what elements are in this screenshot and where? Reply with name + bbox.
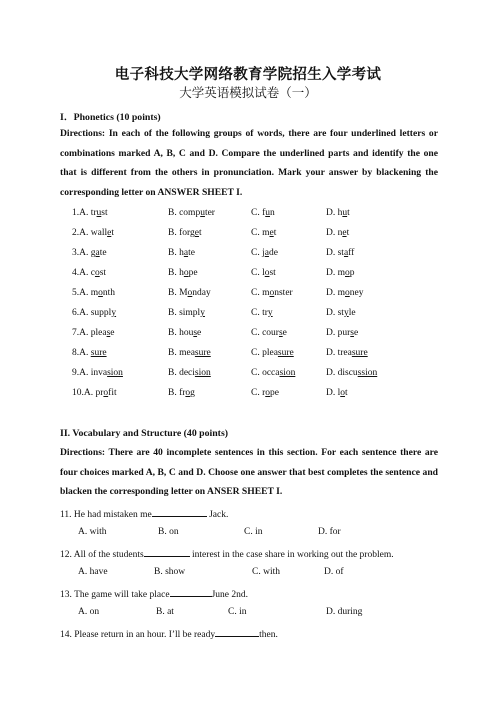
- underlined-letters: o: [185, 388, 191, 398]
- word-choice: D. net: [326, 228, 350, 238]
- phonetics-item-row: [72, 328, 432, 342]
- phonetics-item-row: [72, 208, 432, 222]
- word-choice: D. lot: [326, 388, 348, 398]
- underlined-letters: o: [103, 388, 109, 398]
- word-choice: B. hate: [168, 248, 195, 258]
- underlined-letters: sure: [351, 348, 368, 358]
- phonetics-item-row: [72, 248, 432, 262]
- option-choice: D. for: [318, 527, 341, 537]
- underlined-letters: ssion: [357, 368, 378, 378]
- word-choice: D. staff: [326, 248, 355, 258]
- word-choice: C. met: [251, 228, 277, 238]
- word-choice: B. forget: [168, 228, 202, 238]
- underlined-letters: o: [264, 268, 270, 278]
- underlined-letters: o: [340, 388, 345, 398]
- word-choice: D. treasure: [326, 348, 368, 358]
- word-choice: C. monster: [251, 288, 293, 298]
- question-options: [78, 567, 438, 581]
- question-stem: 14. Please return in an hour. I’ll be ready then.: [60, 627, 278, 640]
- underlined-letters: s: [193, 328, 198, 338]
- exam-subtitle: 大学英语模拟试卷（一）: [179, 85, 317, 100]
- underlined-letters: s: [350, 328, 354, 338]
- underlined-letters: a: [343, 248, 349, 258]
- phonetics-item-row: [72, 268, 432, 282]
- word-choice: D. mop: [326, 268, 355, 278]
- answer-blank: [170, 587, 212, 597]
- phonetics-item-row: [72, 388, 432, 402]
- underlined-letters: u: [265, 208, 270, 218]
- word-choice: B. frog: [168, 388, 195, 398]
- underlined-letters: o: [187, 288, 193, 298]
- option-choice: C. with: [252, 567, 280, 577]
- underlined-letters: u: [96, 208, 102, 218]
- phonetics-item-row: [72, 308, 432, 322]
- word-choice: 10.A. profit: [72, 388, 117, 398]
- answer-blank: [152, 507, 207, 517]
- underlined-letters: sion: [194, 368, 211, 378]
- vocab-directions: Directions: There are 40 incomplete sentences in this section. For each sentence there are four choices marked A, B, C and D. Choose one answer that best completes the sentence and blacken the corresponding letter on ANSER SHEET I.: [60, 447, 438, 497]
- underlined-letters: sure: [90, 348, 107, 358]
- word-choice: C. jade: [251, 248, 278, 258]
- word-choice: C. try: [251, 308, 273, 318]
- underlined-letters: y: [343, 308, 349, 318]
- answer-blank: [215, 627, 259, 637]
- underlined-letters: o: [269, 288, 275, 298]
- underlined-letters: sure: [277, 348, 294, 358]
- word-choice: B. computer: [168, 208, 215, 218]
- question-stem: 11. He had mistaken me Jack.: [60, 507, 228, 520]
- underlined-letters: o: [183, 268, 189, 278]
- underlined-letters: e: [194, 228, 199, 238]
- word-choice: D. purse: [326, 328, 359, 338]
- word-choice: B. hope: [168, 268, 198, 278]
- word-choice: B. Monday: [168, 288, 211, 298]
- underlined-letters: e: [342, 228, 347, 238]
- underlined-letters: s: [278, 328, 283, 338]
- word-choice: 3.A. gate: [72, 248, 107, 258]
- phonetics-heading: I．Phonetics (10 points): [60, 112, 161, 123]
- phonetics-item-row: [72, 348, 432, 362]
- option-choice: A. on: [78, 607, 100, 617]
- underlined-letters: o: [345, 288, 350, 298]
- phonetics-item-row: [72, 228, 432, 242]
- underlined-letters: e: [269, 228, 274, 238]
- underlined-letters: u: [200, 208, 205, 218]
- word-choice: D. hut: [326, 208, 350, 218]
- option-choice: D. during: [326, 607, 363, 617]
- question-options: [78, 607, 438, 621]
- word-choice: C. fun: [251, 208, 275, 218]
- question-options: [78, 527, 438, 541]
- vocab-heading: II. Vocabulary and Structure (40 points): [60, 428, 229, 439]
- underlined-letters: a: [95, 248, 100, 258]
- answer-blank: [144, 547, 190, 557]
- word-choice: 4.A. cost: [72, 268, 107, 278]
- underlined-letters: sion: [279, 368, 296, 378]
- exam-title: 电子科技大学网络教育学院招生入学考试: [114, 67, 382, 83]
- underlined-letters: e: [107, 228, 112, 238]
- word-choice: D. style: [326, 308, 356, 318]
- word-choice: 9.A. invasion: [72, 368, 123, 378]
- option-choice: B. on: [158, 527, 179, 537]
- word-choice: C. lost: [251, 268, 276, 278]
- underlined-letters: o: [98, 288, 103, 298]
- word-choice: 8.A. sure: [72, 348, 107, 358]
- word-choice: C. occasion: [251, 368, 296, 378]
- word-choice: C. rope: [251, 388, 279, 398]
- option-choice: B. show: [154, 567, 186, 577]
- underlined-letters: a: [264, 248, 269, 258]
- underlined-letters: y: [267, 308, 273, 318]
- word-choice: D. discussion: [326, 368, 378, 378]
- word-choice: B. measure: [168, 348, 211, 358]
- word-choice: 7.A. please: [72, 328, 115, 338]
- underlined-letters: sion: [107, 368, 123, 378]
- word-choice: 2.A. wallet: [72, 228, 114, 238]
- question-stem: 12. All of the students interest in the case share in working out the problem.: [60, 547, 394, 560]
- option-choice: A. have: [78, 567, 108, 577]
- option-choice: B. at: [156, 607, 174, 617]
- underlined-letters: o: [345, 268, 350, 278]
- word-choice: B. decision: [168, 368, 211, 378]
- phonetics-item-row: [72, 368, 432, 382]
- underlined-letters: y: [200, 308, 205, 318]
- underlined-letters: a: [183, 248, 189, 258]
- option-choice: C. in: [228, 607, 247, 617]
- word-choice: 1.A. trust: [72, 208, 108, 218]
- option-choice: A. with: [78, 527, 107, 537]
- underlined-letters: y: [111, 308, 117, 318]
- phonetics-item-row: [72, 288, 432, 302]
- underlined-letters: o: [94, 268, 100, 278]
- phonetics-directions: Directions: In each of the following groups of words, there are four underlined letters or combinations marked A, B, C and D. Compare the underlined parts and identify the one that is different from the others in pronunciation. Mark your answer by blackening the corresponding letter on ANSWER SHEET I.: [60, 128, 438, 198]
- underlined-letters: sure: [194, 348, 211, 358]
- word-choice: C. pleasure: [251, 348, 294, 358]
- option-choice: D. of: [324, 567, 344, 577]
- word-choice: 6.A. supply: [72, 308, 117, 318]
- word-choice: B. simply: [168, 308, 205, 318]
- word-choice: C. course: [251, 328, 287, 338]
- question-stem: 13. The game will take place June 2nd.: [60, 587, 248, 600]
- underlined-letters: s: [106, 328, 111, 338]
- option-choice: C. in: [244, 527, 263, 537]
- word-choice: 5.A. month: [72, 288, 116, 298]
- word-choice: B. house: [168, 328, 202, 338]
- word-choice: D. money: [326, 288, 364, 298]
- underlined-letters: u: [342, 208, 348, 218]
- underlined-letters: o: [265, 388, 270, 398]
